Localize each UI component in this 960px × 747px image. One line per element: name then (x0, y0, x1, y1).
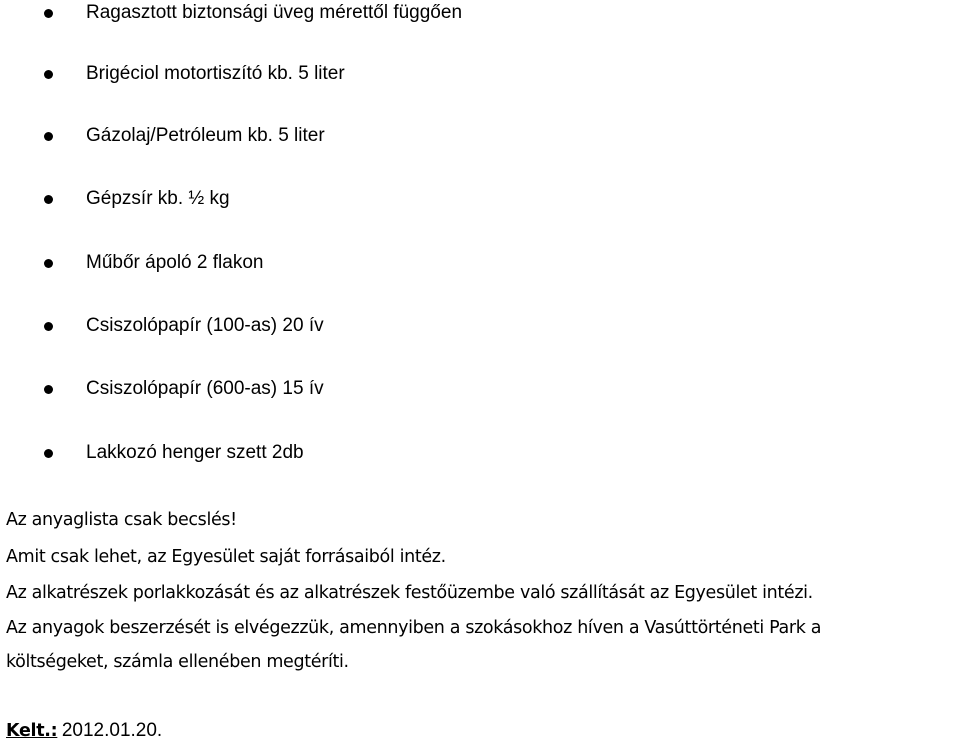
list-item-text: Lakkozó henger szett 2db (86, 442, 304, 463)
list-item-text: Gázolaj/Petróleum kb. 5 liter (86, 125, 325, 146)
bullet-icon (44, 9, 53, 18)
list-item (0, 440, 960, 470)
note-own-resources: Amit csak lehet, az Egyesület saját forrásaiból intéz. (6, 547, 446, 567)
list-item (0, 186, 960, 216)
note-procurement: Az anyagok beszerzését is elvégezzük, amennyiben a szokásokhoz híven a Vasúttörténeti Park a (6, 618, 822, 638)
date-label: Kelt.: (6, 721, 58, 741)
list-item (0, 376, 960, 406)
bullet-icon (44, 195, 53, 204)
note-powder-coating: Az alkatrészek porlakkozását és az alkatrészek festőüzembe való szállítását az Egyesület intézi. (6, 583, 813, 603)
bullet-icon (44, 322, 53, 331)
bullet-icon (44, 132, 53, 141)
list-item (0, 61, 960, 91)
list-item (0, 313, 960, 343)
list-item-text: Brigéciol motortiszító kb. 5 liter (86, 63, 345, 84)
bullet-icon (44, 385, 53, 394)
note-estimate: Az anyaglista csak becslés! (6, 510, 237, 530)
bullet-icon (44, 449, 53, 458)
list-item (0, 0, 960, 30)
bullet-icon (44, 70, 53, 79)
note-procurement-cont: költségeket, számla ellenében megtéríti. (6, 652, 349, 672)
list-item-text: Csiszolópapír (600-as) 15 ív (86, 378, 324, 399)
list-item (0, 250, 960, 280)
date-value: 2012.01.20. (61, 720, 163, 741)
list-item-text: Csiszolópapír (100-as) 20 ív (86, 315, 324, 336)
list-item-text: Műbőr ápoló 2 flakon (86, 252, 264, 273)
bullet-icon (44, 259, 53, 268)
list-item (0, 123, 960, 153)
date-line (6, 718, 162, 743)
list-item-text: Gépzsír kb. ½ kg (86, 188, 230, 209)
list-item-text: Ragasztott biztonsági üveg mérettől függően (86, 2, 463, 23)
